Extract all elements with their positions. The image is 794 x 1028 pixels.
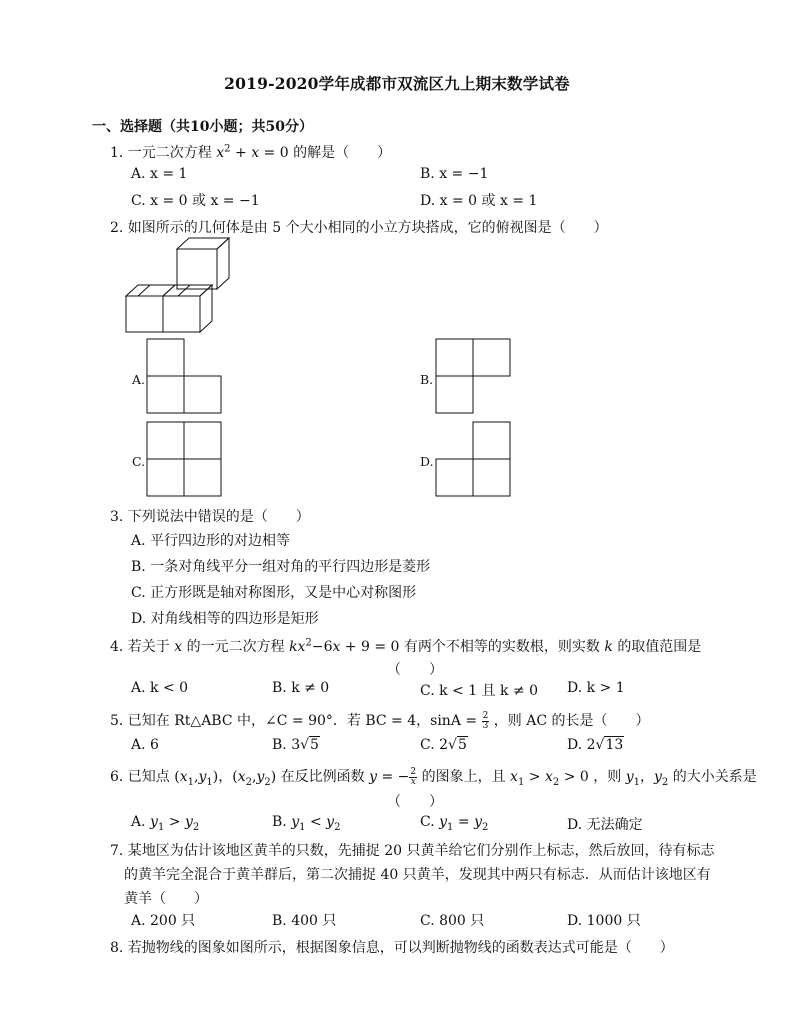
q1-suffix: 的解是（ ） <box>293 145 392 161</box>
q1-option-d[interactable]: D. x = 0 或 x = 1 <box>420 193 538 209</box>
question-5-stem <box>110 710 650 731</box>
q4-option-b[interactable]: B. k ≠ 0 <box>272 680 330 696</box>
q5-option-a[interactable]: A. 6 <box>131 737 159 753</box>
q5-option-b[interactable]: B. 3√5 <box>272 737 319 753</box>
q1-prefix: 1. 一元二次方程 <box>110 145 212 161</box>
q7-option-d[interactable]: D. 1000 只 <box>567 913 641 929</box>
q3-option-c[interactable]: C. 正方形既是轴对称图形，又是中心对称图形 <box>131 585 417 601</box>
q1-option-c[interactable]: C. x = 0 或 x = −1 <box>131 193 260 209</box>
q7-option-a[interactable]: A. 200 只 <box>131 913 196 929</box>
q2-option-a-label[interactable]: A. <box>132 372 146 387</box>
q4-mid: 的一元二次方程 <box>186 639 285 655</box>
q6-mid: 在反比例函数 <box>280 769 365 785</box>
q5-option-c[interactable]: C. 2√5 <box>420 737 467 753</box>
q5-fraction: $\frac{2}{3}$ <box>482 710 489 731</box>
q6-prefix: 6. 已知点 <box>110 769 170 785</box>
q6-option-a[interactable]: A. $y_1 > y_2$ <box>131 814 200 833</box>
q7-option-c[interactable]: C. 800 只 <box>420 913 485 929</box>
section-heading: 一、选择题（共10小题；共50分） <box>92 119 313 135</box>
question-7-line-2: 的黄羊完全混合于黄羊群后，第二次捕捉 40 只黄羊，发现其中两只有标志．从而估计该地区有 <box>124 867 711 883</box>
question-6-stem <box>110 766 757 788</box>
q2-option-c-figure[interactable] <box>146 421 224 497</box>
q2-option-b-figure[interactable] <box>435 338 513 414</box>
q6-function: y = − $\frac{2}{x}$ <box>369 766 417 787</box>
q2-option-a-figure[interactable] <box>146 338 224 414</box>
question-7-line-1: 7. 某地区为估计该地区黄羊的只数，先捕捉 20 只黄羊给它们分别作上标志，然后放回，待有标志 <box>110 843 715 859</box>
page-title: 2019-2020学年成都市双流区九上期末数学试卷 <box>224 74 570 93</box>
q5-suffix: ，则 AC 的长是（ ） <box>493 713 650 729</box>
q4-prefix: 4. 若关于 <box>110 639 170 655</box>
q2-option-c-label[interactable]: C. <box>132 454 146 469</box>
q6-suffix: 的图象上，且 <box>421 769 506 785</box>
q4-option-a[interactable]: A. k < 0 <box>131 680 189 696</box>
q2-option-b-label[interactable]: B. <box>420 372 434 387</box>
q4-option-d[interactable]: D. k > 1 <box>567 680 625 696</box>
q4-equation: $kx^2-6x + 9 = 0$ <box>289 637 400 655</box>
q4-answer-paren: （ ） <box>387 662 443 678</box>
q2-option-d-label[interactable]: D. <box>420 454 434 469</box>
q4-option-c[interactable]: C. k < 1 且 k ≠ 0 <box>420 683 539 699</box>
q6-points: $(x_1,y_1)$，$(x_2,y_2)$ <box>174 769 277 788</box>
question-4-stem: 4. 若关于 x 的一元二次方程 $kx^2-6x + 9 = 0$ 有两个不相等的实数根，则实数 k 的取值范围是 <box>110 637 702 655</box>
q4-suffix: 有两个不相等的实数根，则实数 <box>403 639 600 655</box>
q6-option-b[interactable]: B. $y_1 < y_2$ <box>272 814 341 833</box>
q6-vars: $y_1$，$y_2$ <box>625 769 669 788</box>
q1-option-b[interactable]: B. x = −1 <box>420 166 489 182</box>
q5-prefix: 5. 已知在 Rt△ABC 中，∠C = 90°．若 BC = 4，sinA = <box>110 713 478 729</box>
question-3-stem: 3. 下列说法中错误的是（ ） <box>110 509 310 525</box>
question-8-stem: 8. 若抛物线的图象如图所示，根据图象信息，可以判断抛物线的函数表达式可能是（ ） <box>110 940 674 956</box>
q6-inequality: $x_1 > x_2 > 0$ <box>510 769 589 788</box>
question-7-line-3: 黄羊（ ） <box>124 891 208 907</box>
q3-option-d[interactable]: D. 对角线相等的四边形是矩形 <box>131 611 319 627</box>
q4-suffix2: 的取值范围是 <box>617 639 702 655</box>
q6-option-c[interactable]: C. $y_1 = y_2$ <box>420 814 489 833</box>
q1-equation: $x^2 + x = 0$ <box>216 143 289 161</box>
cube-solid-figure <box>120 236 235 336</box>
q2-option-d-figure[interactable] <box>435 421 513 497</box>
q6-suffix3: 的大小关系是 <box>672 769 757 785</box>
q6-option-d[interactable]: D. 无法确定 <box>567 817 643 833</box>
question-2-stem: 2. 如图所示的几何体是由 5 个大小相同的小立方块搭成，它的俯视图是（ ） <box>110 220 608 236</box>
q6-answer-paren: （ ） <box>387 794 443 810</box>
q3-option-a[interactable]: A. 平行四边形的对边相等 <box>131 533 291 549</box>
q7-option-b[interactable]: B. 400 只 <box>272 913 337 929</box>
q5-option-d[interactable]: D. 2√13 <box>567 737 624 753</box>
q1-option-a[interactable]: A. x = 1 <box>131 166 188 182</box>
q6-suffix2: ，则 <box>593 769 622 785</box>
question-1-stem <box>110 142 391 162</box>
q3-option-b[interactable]: B. 一条对角线平分一组对角的平行四边形是菱形 <box>131 559 431 575</box>
